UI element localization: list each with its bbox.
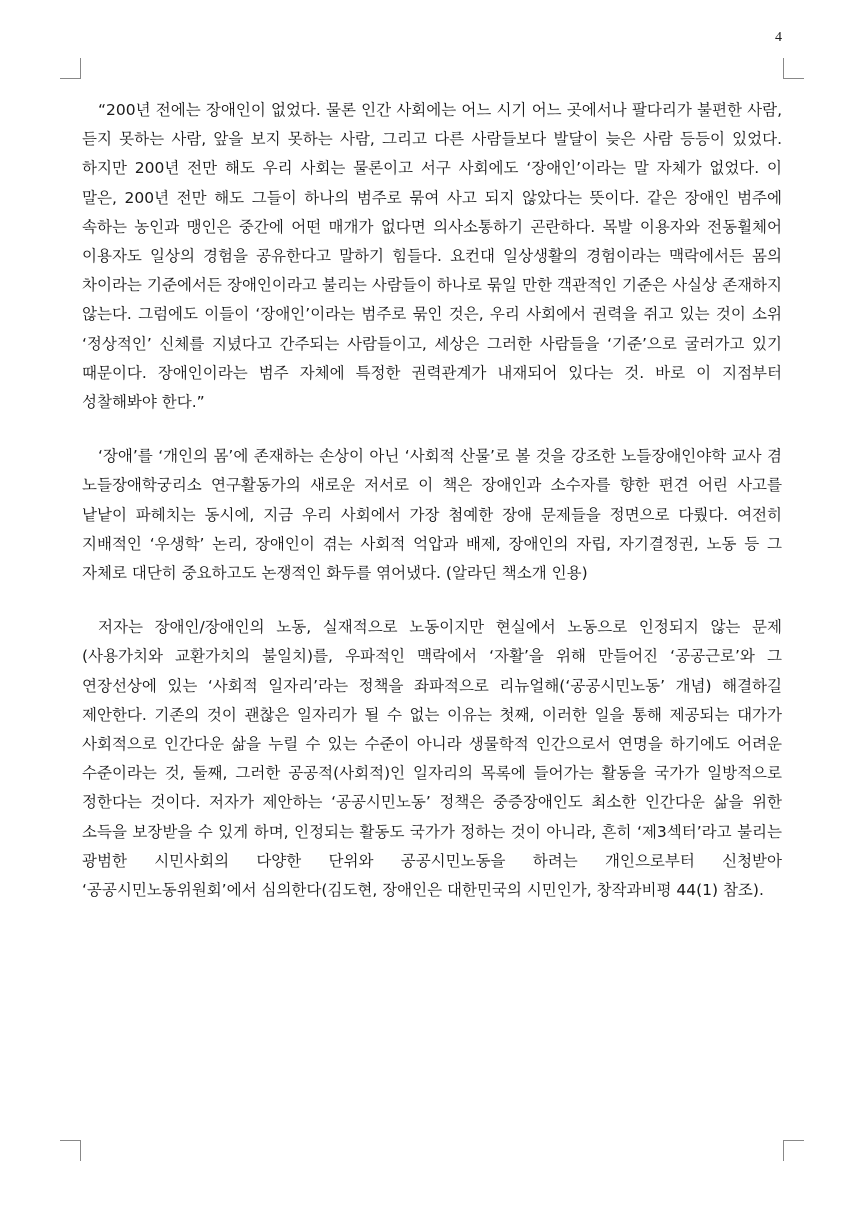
paragraph-author-proposal: 저자는 장애인/장애인의 노동, 실재적으로 노동이지만 현실에서 노동으로 인정되지 않는 문제(사용가치와 교환가치의 불일치)를, 우파적인 맥락에서 ‘자활’을 위해 만들어진 ‘공공근로’와 그 연장선상에 있는 ‘사회적 일자리’라는 정책을 좌파적으로 리뉴얼해(‘공공시민노동’ 개념) 해결하길 제안한다. 기존의 것이 괜찮은 일자리가 될 수 없는 이유는 첫째, 이러한 일을 통해 제공되는 대가가 사회적으로 인간다운 삶을 누릴 수 있는 수준이 아니라 생물학적 인간으로서 연명을 하기에도 어려운 수준이라는 것, 둘째, 그러한 공공적(사회적)인 일자리의 목록에 들어가는 활동을 국가가 일방적으로 정한다는 것이다. 저자가 제안하는 ‘공공시민노동’ 정책은 중증장애인도 최소한 인간다운 삶을 위한 소득을 보장받을 수 있게 하며, 인정되는 활동도 국가가 정하는 것이 아니라, 흔히 ‘제3섹터’라고 불리는 광범한 시민사회의 다양한 단위와 공공시민노동을 하려는 개인으로부터 신청받아 ‘공공시민노동위원회’에서 심의한다(김도현, 장애인은 대한민국의 시민인가, 창작과비평 44(1) 참조). — [82, 618, 782, 900]
crop-mark-bottom-left — [60, 1140, 81, 1161]
page-number: 4 — [775, 30, 782, 45]
document-body — [82, 96, 782, 930]
crop-mark-bottom-right — [783, 1140, 804, 1161]
paragraph-book-intro: ‘장애’를 ‘개인의 몸’에 존재하는 손상이 아닌 ‘사회적 산물’로 볼 것을 강조한 노들장애인야학 교사 겸 노들장애학궁리소 연구활동가의 새로운 저서로 이 책은 장애인과 소수자를 향한 편견 어린 사고를 낱낱이 파헤치는 동시에, 지금 우리 사회에서 가장 첨예한 장애 문제들을 정면으로 다뤘다. 여전히 지배적인 ‘우생학’ 논리, 장애인이 겪는 사회적 억압과 배제, 장애인의 자립, 자기결정권, 노동 등 그 자체로 대단히 중요하고도 논쟁적인 화두를 엮어냈다. (알라딘 책소개 인용) — [82, 447, 782, 583]
paragraph-quote: “200년 전에는 장애인이 없었다. 물론 인간 사회에는 어느 시기 어느 곳에서나 팔다리가 불편한 사람, 듣지 못하는 사람, 앞을 보지 못하는 사람, 그리고 다른 사람들보다 발달이 늦은 사람 등등이 있었다. 하지만 200년 전만 해도 우리 사회는 물론이고 서구 사회에도 ‘장애인’이라는 말 자체가 없었다. 이 말은, 200년 전만 해도 그들이 하나의 범주로 묶여 사고 되지 않았다는 뜻이다. 같은 장애인 범주에 속하는 농인과 맹인은 중간에 어떤 매개가 없다면 의사소통하기 곤란하다. 목발 이용자와 전동휠체어 이용자도 일상의 경험을 공유한다고 말하기 힘들다. 요컨대 일상생활의 경험이라는 맥락에서든 몸의 차이라는 기준에서든 장애인이라고 불리는 사람들이 하나로 묶일 만한 객관적인 기준은 사실상 존재하지 않는다. 그럼에도 이들이 ‘장애인’이라는 범주로 묶인 것은, 우리 사회에서 권력을 쥐고 있는 것이 소위 ‘정상적인’ 신체를 지녔다고 간주되는 사람들이고, 세상은 그러한 사람들을 ‘기준’으로 굴러가고 있기 때문이다. 장애인이라는 범주 자체에 특정한 권력관계가 내재되어 있다는 것. 바로 이 지점부터 성찰해봐야 한다.” — [82, 101, 782, 412]
crop-mark-top-right — [783, 58, 804, 79]
crop-mark-top-left — [60, 58, 81, 79]
